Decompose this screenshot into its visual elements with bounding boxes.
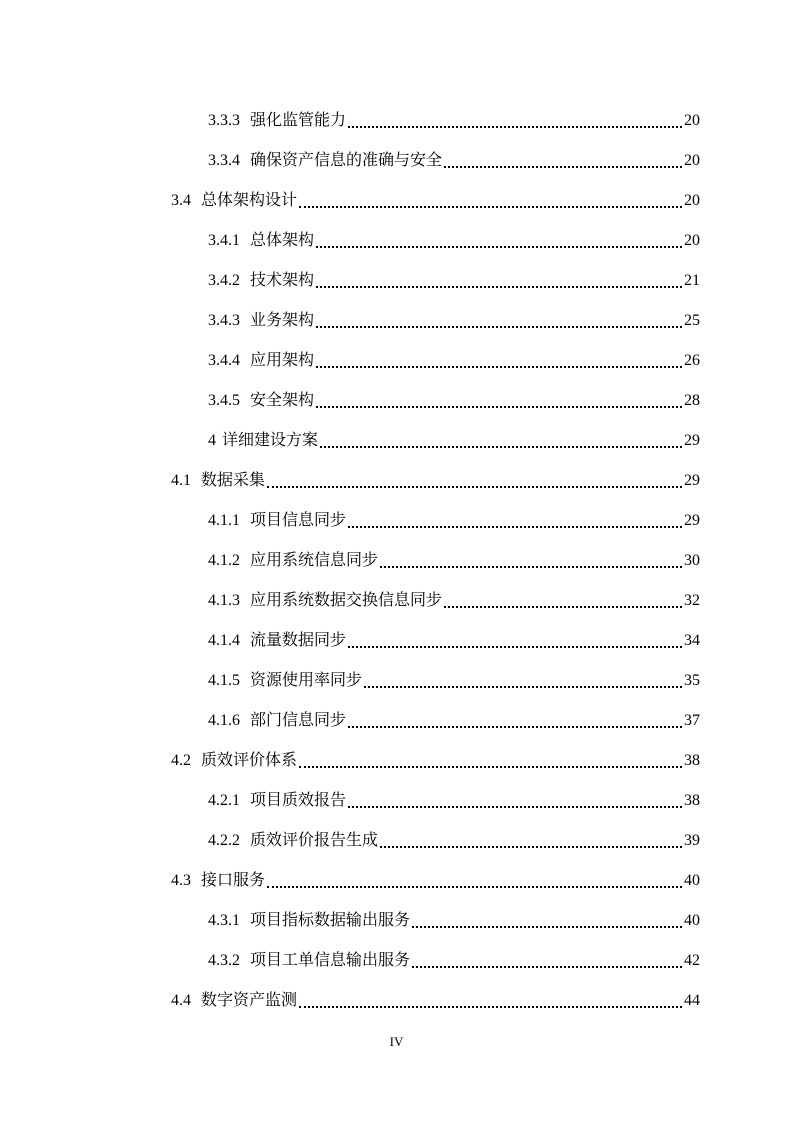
toc-entry-number: 3.4 xyxy=(171,192,191,209)
toc-entry[interactable] xyxy=(0,341,793,381)
toc-entry-number: 4.1 xyxy=(171,472,191,489)
toc-entry-number: 4 xyxy=(208,432,216,449)
toc-entry-number: 4.2.1 xyxy=(208,792,240,809)
toc-entry-number: 3.4.4 xyxy=(208,352,240,369)
toc-entry[interactable] xyxy=(0,301,793,341)
toc-entry-page: 28 xyxy=(684,392,700,409)
toc-entry-number: 3.3.4 xyxy=(208,152,240,169)
toc-entry-title: 质效评价报告生成 xyxy=(250,832,379,849)
toc-entry-title: 项目工单信息输出服务 xyxy=(250,952,411,969)
toc-dot-leader xyxy=(267,466,682,488)
toc-entry[interactable] xyxy=(0,261,793,301)
toc-dot-leader xyxy=(348,506,682,528)
toc-entry-number: 4.1.1 xyxy=(208,512,240,529)
toc-entry-number: 4.1.5 xyxy=(208,672,240,689)
toc-entry-title: 详细建设方案 xyxy=(222,432,319,449)
toc-entry[interactable] xyxy=(0,461,793,501)
toc-entry-number: 4.2 xyxy=(171,752,191,769)
toc-entry-title: 接口服务 xyxy=(201,872,266,889)
toc-entry-number: 3.4.1 xyxy=(208,232,240,249)
toc-entry-title: 应用系统信息同步 xyxy=(250,552,379,569)
toc-entry-number: 3.4.3 xyxy=(208,312,240,329)
toc-dot-leader xyxy=(299,986,682,1008)
toc-dot-leader xyxy=(316,346,682,368)
toc-dot-leader xyxy=(412,946,682,968)
toc-entry-page: 20 xyxy=(684,232,700,249)
toc-entry-title: 确保资产信息的准确与安全 xyxy=(250,152,443,169)
toc-entry[interactable] xyxy=(0,821,793,861)
toc-entry-page: 44 xyxy=(684,992,700,1009)
toc-dot-leader xyxy=(444,586,682,608)
toc-entry-number: 4.2.2 xyxy=(208,832,240,849)
toc-entry-page: 20 xyxy=(684,112,700,129)
toc-entry[interactable] xyxy=(0,701,793,741)
toc-entry-page: 40 xyxy=(684,872,700,889)
toc-entry[interactable] xyxy=(0,141,793,181)
toc-entry-title: 总体架构设计 xyxy=(201,192,298,209)
toc-entry-page: 38 xyxy=(684,792,700,809)
toc-dot-leader xyxy=(348,706,682,728)
toc-entry-title: 应用架构 xyxy=(250,352,315,369)
toc-entry[interactable] xyxy=(0,381,793,421)
toc-entry-title: 项目信息同步 xyxy=(250,512,347,529)
toc-entry-page: 32 xyxy=(684,592,700,609)
toc-entry[interactable] xyxy=(0,981,793,1021)
toc-entry-number: 4.1.4 xyxy=(208,632,240,649)
toc-dot-leader xyxy=(412,906,682,928)
toc-entry[interactable] xyxy=(0,941,793,981)
toc-entry-number: 3.4.5 xyxy=(208,392,240,409)
toc-dot-leader xyxy=(444,146,682,168)
toc-entry[interactable] xyxy=(0,621,793,661)
toc-entry-page: 37 xyxy=(684,712,700,729)
toc-entry-page: 38 xyxy=(684,752,700,769)
toc-entry-title: 数据采集 xyxy=(201,472,266,489)
toc-entry-page: 29 xyxy=(684,472,700,489)
toc-entry-page: 21 xyxy=(684,272,700,289)
toc-entry-title: 部门信息同步 xyxy=(250,712,347,729)
toc-entry[interactable] xyxy=(0,581,793,621)
toc-entry-number: 4.3.2 xyxy=(208,952,240,969)
toc-entry-title: 项目指标数据输出服务 xyxy=(250,912,411,929)
toc-entry-page: 40 xyxy=(684,912,700,929)
toc-entry-title: 数字资产监测 xyxy=(201,992,298,1009)
toc-entry-title: 项目质效报告 xyxy=(250,792,347,809)
toc-entry-title: 流量数据同步 xyxy=(250,632,347,649)
toc-entry[interactable] xyxy=(0,221,793,261)
toc-dot-leader xyxy=(380,826,682,848)
toc-dot-leader xyxy=(316,386,682,408)
toc-dot-leader xyxy=(348,106,682,128)
toc-entry[interactable] xyxy=(0,541,793,581)
toc-entry-title: 质效评价体系 xyxy=(201,752,298,769)
toc-entry-page: 42 xyxy=(684,952,700,969)
toc-entry-number: 4.4 xyxy=(171,992,191,1009)
toc-entry[interactable] xyxy=(0,421,793,461)
toc-entry-number: 4.3.1 xyxy=(208,912,240,929)
toc-entry-page: 26 xyxy=(684,352,700,369)
toc-dot-leader xyxy=(380,546,682,568)
toc-dot-leader xyxy=(267,866,682,888)
toc-dot-leader xyxy=(299,746,682,768)
toc-entry[interactable] xyxy=(0,661,793,701)
toc-entry[interactable] xyxy=(0,781,793,821)
toc-dot-leader xyxy=(299,186,682,208)
toc-entry-title: 技术架构 xyxy=(250,272,315,289)
toc-entry-number: 3.4.2 xyxy=(208,272,240,289)
toc-entry-page: 39 xyxy=(684,832,700,849)
toc-dot-leader xyxy=(316,226,682,248)
toc-entry-page: 29 xyxy=(684,512,700,529)
toc-entry-title: 强化监管能力 xyxy=(250,112,347,129)
toc-dot-leader xyxy=(348,626,682,648)
toc-entry-title: 总体架构 xyxy=(250,232,315,249)
toc-entry-number: 3.3.3 xyxy=(208,112,240,129)
toc-entry-page: 35 xyxy=(684,672,700,689)
toc-entry[interactable] xyxy=(0,901,793,941)
toc-entry-number: 4.3 xyxy=(171,872,191,889)
toc-entry-title: 业务架构 xyxy=(250,312,315,329)
toc-entry-page: 20 xyxy=(684,152,700,169)
toc-entry-title: 应用系统数据交换信息同步 xyxy=(250,592,443,609)
toc-entry-page: 29 xyxy=(684,432,700,449)
toc-entry-page: 30 xyxy=(684,552,700,569)
toc-entry-page: 25 xyxy=(684,312,700,329)
toc-dot-leader xyxy=(364,666,682,688)
toc-entry[interactable] xyxy=(0,741,793,781)
page-number: IV xyxy=(389,1034,404,1049)
toc-entry[interactable] xyxy=(0,501,793,541)
toc-entry-number: 4.1.2 xyxy=(208,552,240,569)
table-of-contents xyxy=(0,101,793,1021)
toc-entry[interactable] xyxy=(0,181,793,221)
toc-entry[interactable] xyxy=(0,861,793,901)
toc-entry[interactable] xyxy=(0,101,793,141)
toc-dot-leader xyxy=(348,786,682,808)
toc-dot-leader xyxy=(320,426,682,448)
toc-entry-number: 4.1.6 xyxy=(208,712,240,729)
toc-entry-title: 安全架构 xyxy=(250,392,315,409)
toc-entry-number: 4.1.3 xyxy=(208,592,240,609)
toc-dot-leader xyxy=(316,306,682,328)
toc-dot-leader xyxy=(316,266,682,288)
toc-entry-title: 资源使用率同步 xyxy=(250,672,363,689)
toc-entry-page: 34 xyxy=(684,632,700,649)
toc-entry-page: 20 xyxy=(684,192,700,209)
